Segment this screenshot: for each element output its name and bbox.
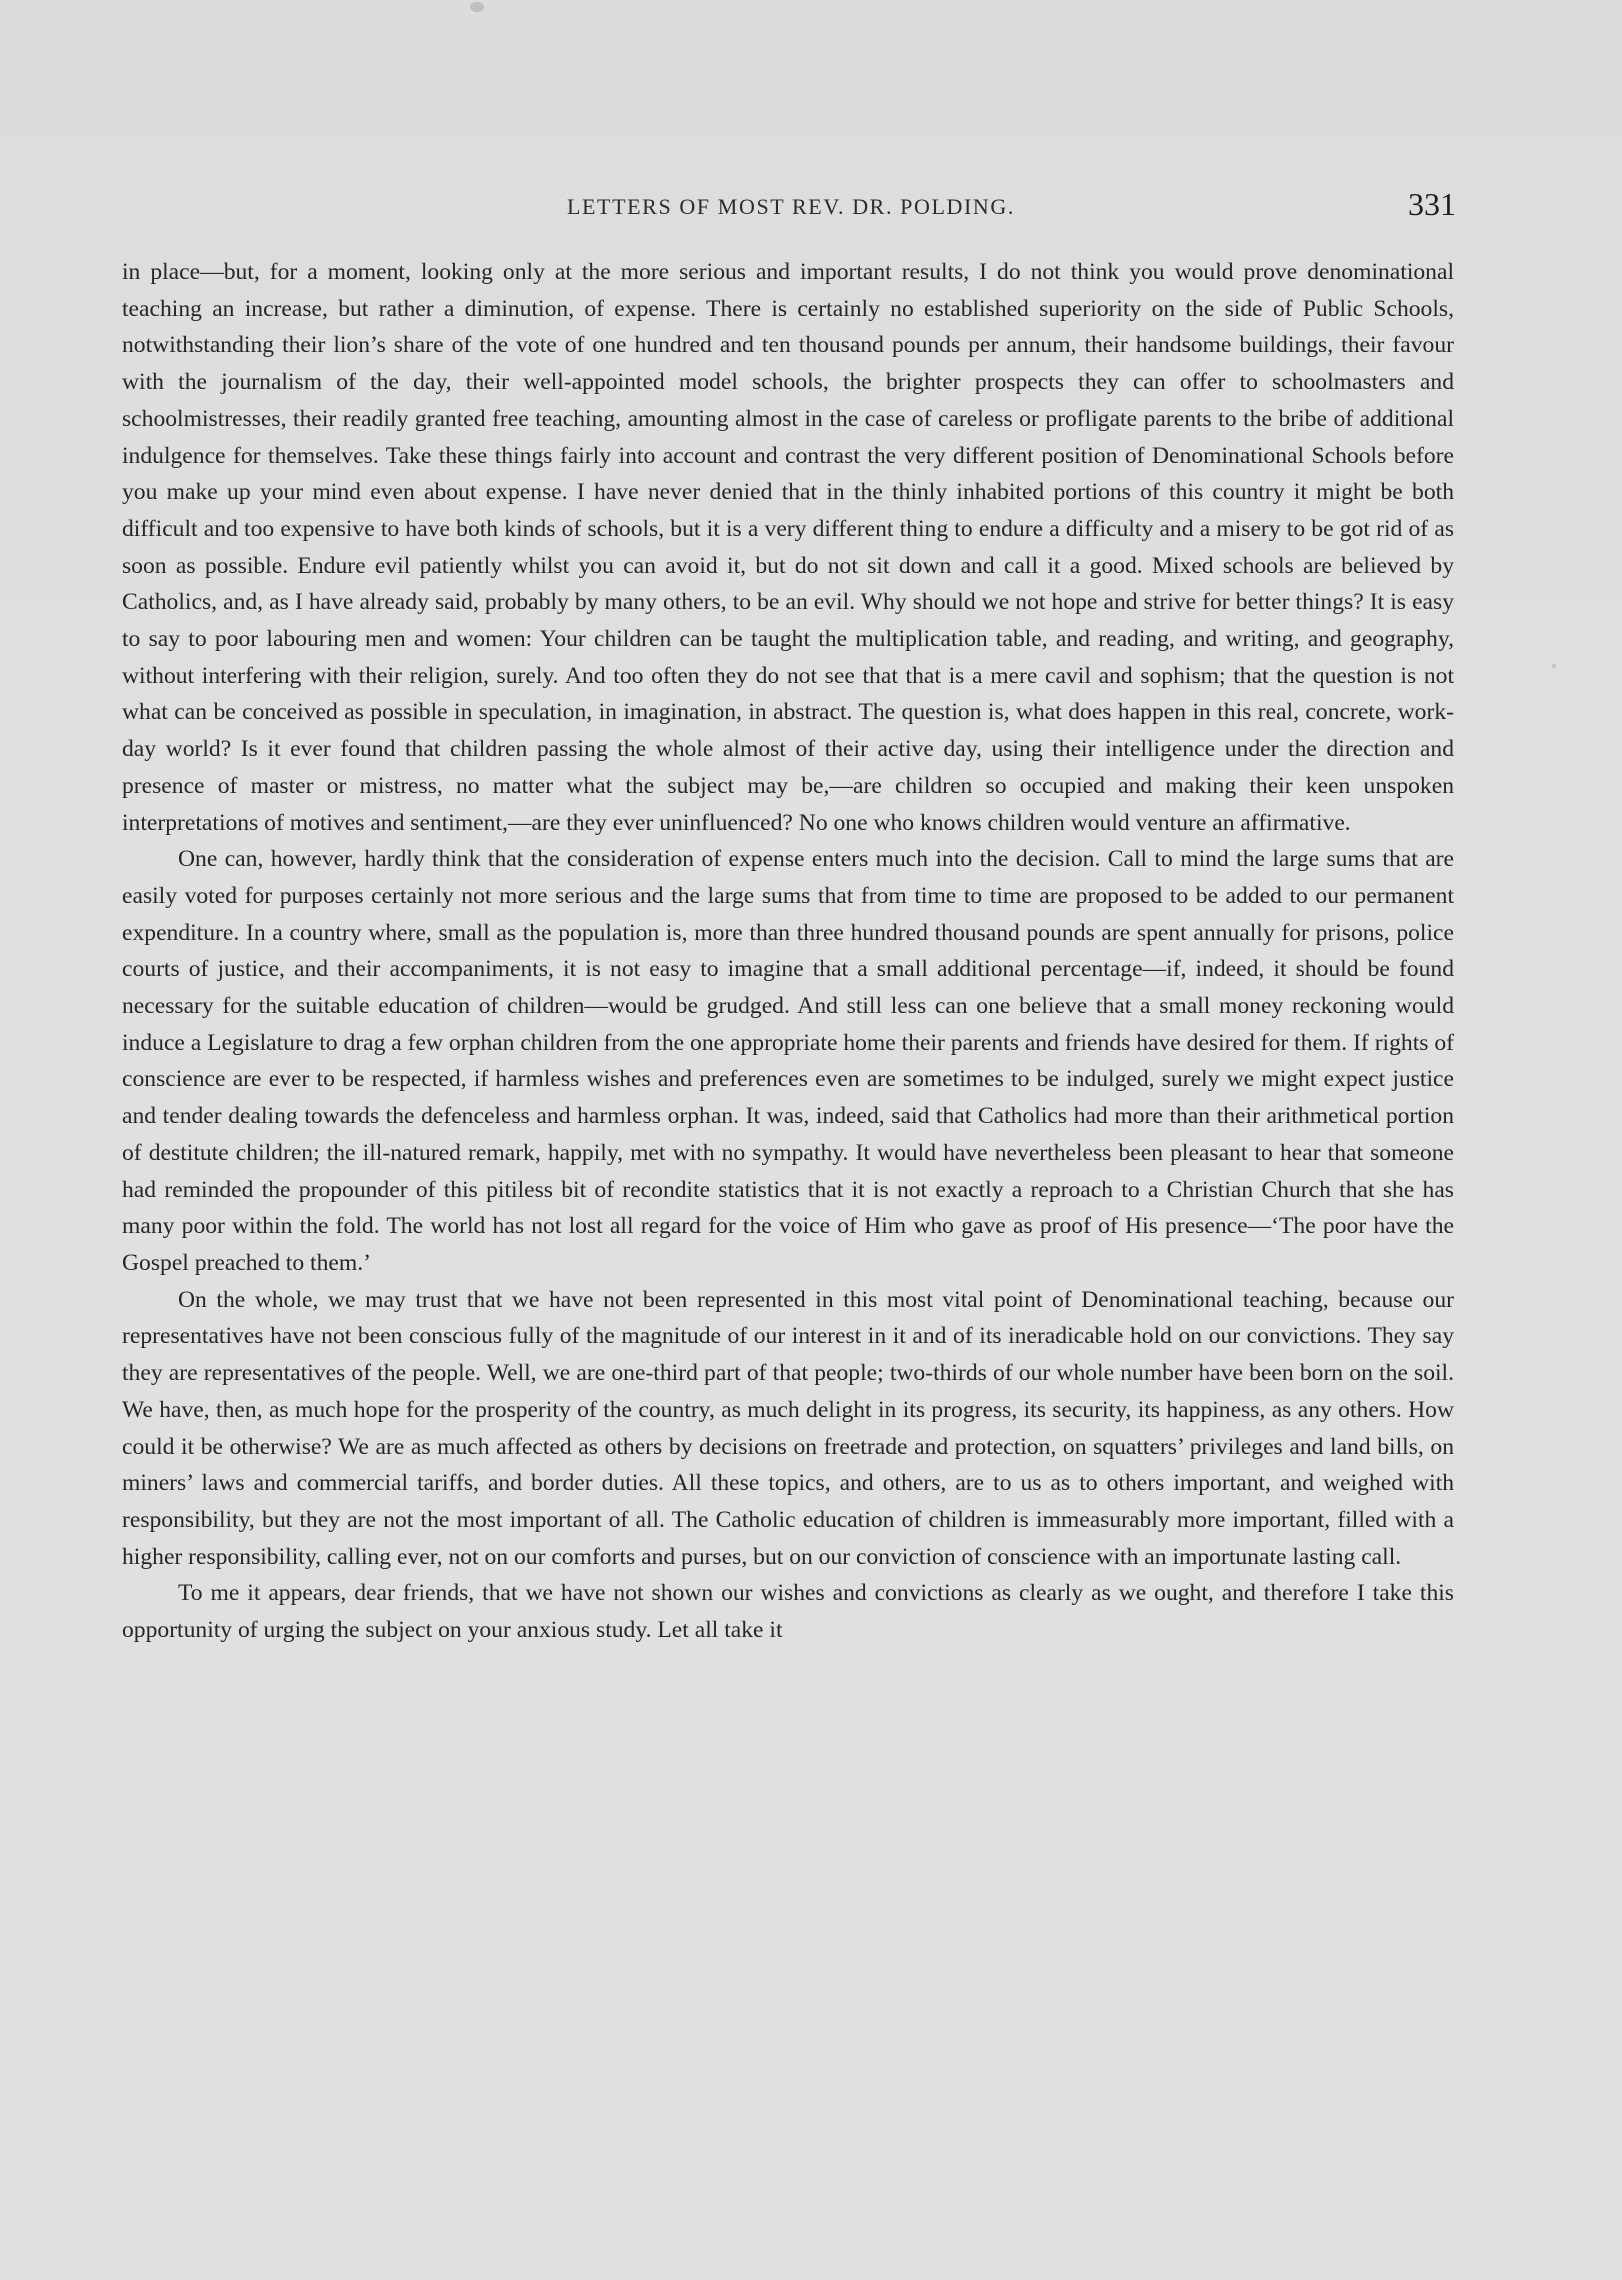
running-title: LETTERS OF MOST REV. DR. POLDING. [566, 194, 1016, 219]
paper-blemish [1552, 664, 1556, 668]
paper-blemish [470, 2, 484, 12]
paragraph: On the whole, we may trust that we have not been represented in this most vital point of Denominational teaching, because our representatives have not been conscious fully of the magnitude of our interest in it and of its ineradicable hold on our convictions. They say they are representatives of the people. Well, we are one-third part of that people; two-thirds of our whole number have been born on the soil. We have, then, as much hope for the prosperity of the country, as much delight in its progress, its security, its happiness, as any others. How could it be otherwise? We are as much affected as others by decisions on freetrade and protection, on squatters’ privileges and land bills, on miners’ laws and commercial tariffs, and border duties. All these topics, and others, are to us as to others important, and weighed with responsibility, but they are not the most important of all. The Catholic education of children is immeasurably more important, filled with a higher responsibility, calling ever, not on our comforts and purses, but on our conviction of conscience with an importunate lasting call. [122, 1286, 1454, 1570]
paragraph: One can, however, hardly think that the consideration of expense enters much into the decision. Call to mind the large sums that are easily voted for purposes certainly not more serious and the large sums that from time to time are proposed to be added to our permanent expenditure. In a country where, small as the population is, more than three hundred thousand pounds are spent annually for prisons, police courts of justice, and their accompaniments, it is not easy to imagine that a small additional percentage—if, indeed, it should be found necessary for the suitable education of children—would be grudged. And still less can one believe that a small money reckoning would induce a Legislature to drag a few orphan children from the one appropriate home their parents and friends have desired for them. If rights of conscience are ever to be respected, if harmless wishes and preferences even are sometimes to be indulged, surely we might expect justice and tender dealing towards the defenceless and harmless orphan. It was, indeed, said that Catholics had more than their arithmetical portion of destitute children; the ill-natured remark, happily, met with no sympathy. It would have nevertheless been pleasant to hear that someone had reminded the propounder of this pitiless bit of recondite statistics that it is not exactly a reproach to a Christian Church that she has many poor within the fold. The world has not lost all regard for the voice of Him who gave as proof of His presence—‘The poor have the Gospel preached to them.’ [122, 846, 1454, 1276]
running-head [122, 186, 1460, 236]
body-text [122, 254, 1454, 1649]
page-number: 331 [1408, 186, 1456, 222]
paragraph: To me it appears, dear friends, that we have not shown our wishes and convictions as clearly as we ought, and therefore I take this opportunity of urging the subject on your anxious study. Let all take it [122, 1580, 1454, 1644]
paragraph-continued: in place—but, for a moment, looking only at the more serious and important results, I do not think you would prove denominational teaching an increase, but rather a diminution, of expense. There is certainly no established superiority on the side of Public Schools, notwithstanding their lion’s share of the vote of one hundred and ten thousand pounds per annum, their handsome buildings, their favour with the journalism of the day, their well-appointed model schools, the brighter prospects they can offer to schoolmasters and schoolmistresses, their readily granted free teaching, amounting almost in the case of careless or profligate parents to the bribe of additional indulgence for themselves. Take these things fairly into account and contrast the very different position of Denominational Schools before you make up your mind even about expense. I have never denied that in the thinly inhabited portions of this country it might be both difficult and too expensive to have both kinds of schools, but it is a very different thing to endure a difficulty and a misery to be got rid of as soon as possible. Endure evil patiently whilst you can avoid it, but do not sit down and call it a good. Mixed schools are believed by Catholics, and, as I have already said, probably by many others, to be an evil. Why should we not hope and strive for better things? It is easy to say to poor labouring men and women: Your children can be taught the multiplication table, and reading, and writing, and geography, without interfering with their religion, surely. And too often they do not see that that is a mere cavil and sophism; that the question is not what can be conceived as possible in speculation, in imagination, in abstract. The question is, what does happen in this real, concrete, work-day world? Is it ever found that children passing the whole almost of their active day, using their intelligence under the direction and presence of master or mistress, no matter what the subject may be,—are children so occupied and making their keen unspoken interpretations of motives and sentiment,—are they ever uninfluenced? No one who knows children would venture an affirmative. [122, 259, 1454, 836]
